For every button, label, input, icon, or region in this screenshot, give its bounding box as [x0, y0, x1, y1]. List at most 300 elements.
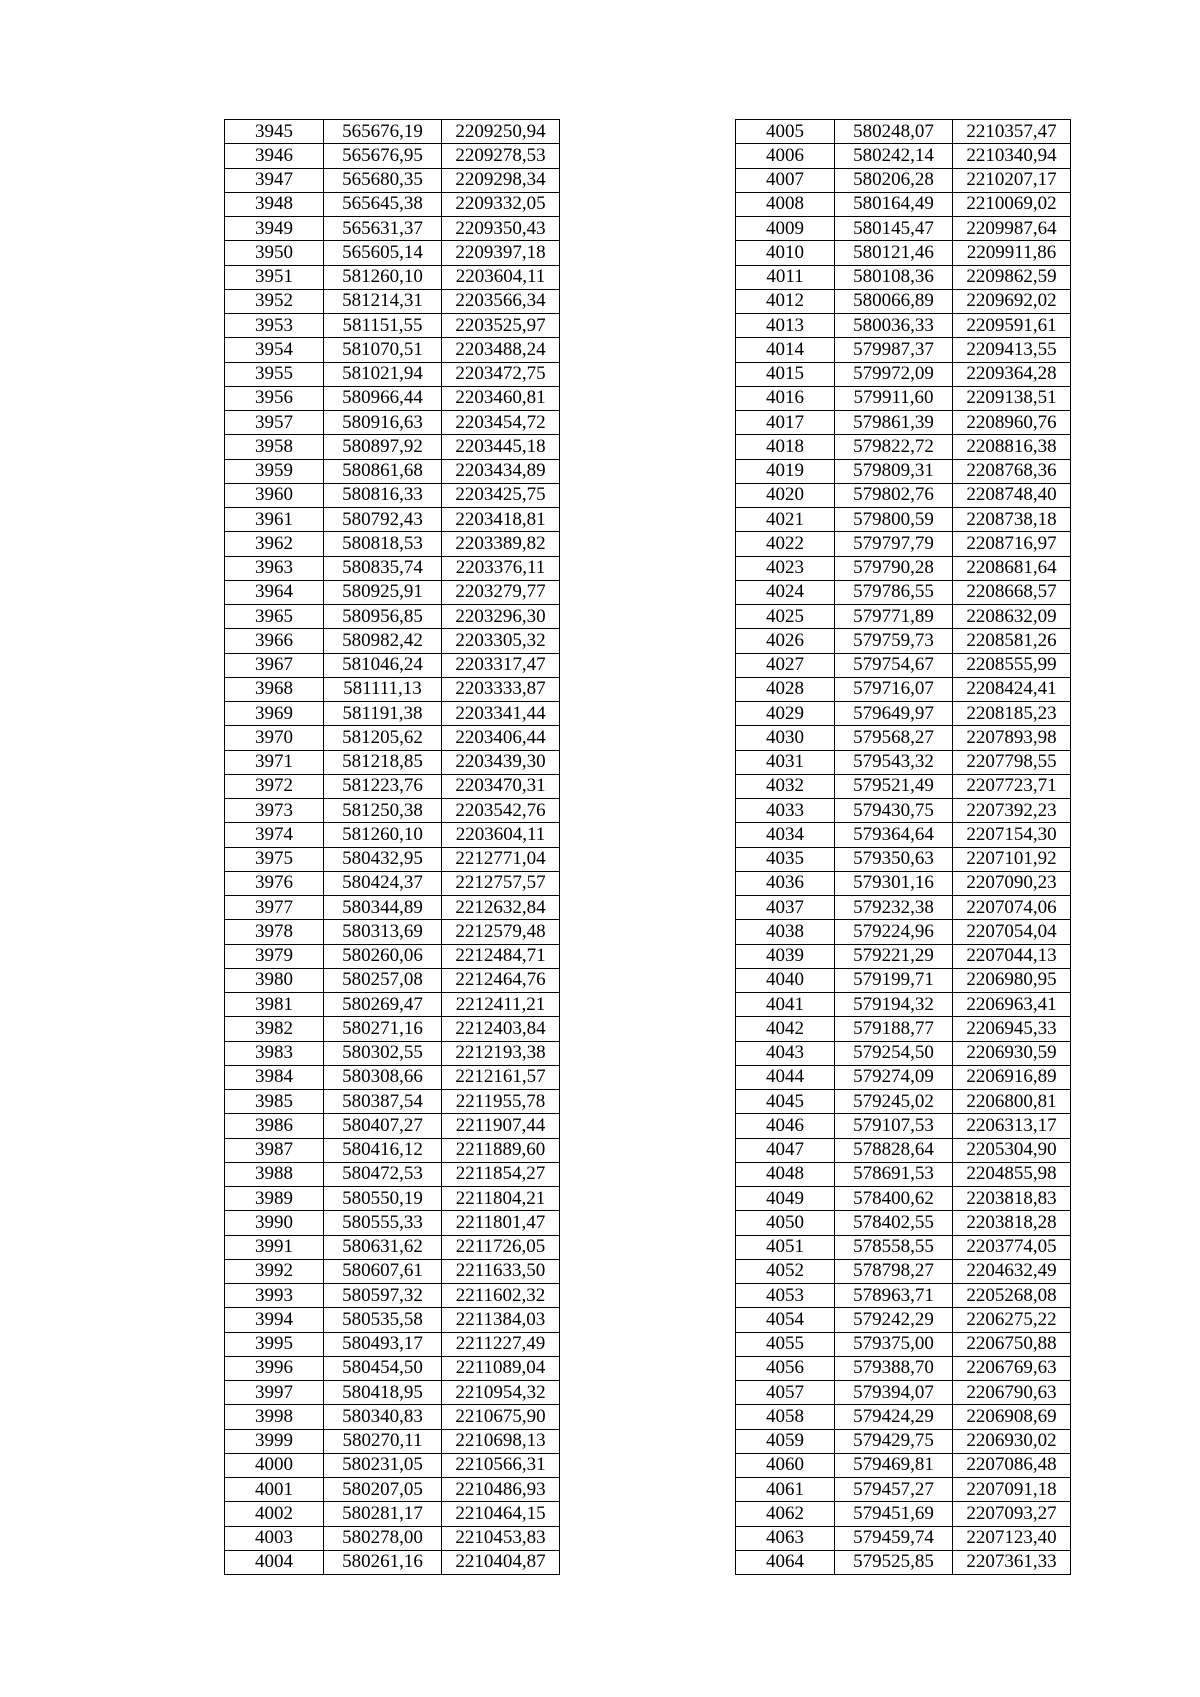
table-row [225, 1284, 560, 1308]
table-row [225, 750, 560, 774]
table-row [736, 265, 1071, 289]
table-row [225, 338, 560, 362]
table-row [225, 1405, 560, 1429]
x-coordinate-cell: 579822,72 [835, 435, 953, 459]
table-row [225, 896, 560, 920]
y-coordinate-cell: 2210954,32 [442, 1381, 560, 1405]
table-row [736, 1065, 1071, 1089]
table-row [736, 1211, 1071, 1235]
point-number-cell: 3993 [225, 1284, 324, 1308]
point-number-cell: 4054 [736, 1308, 835, 1332]
point-number-cell: 3999 [225, 1429, 324, 1453]
x-coordinate-cell: 579364,64 [835, 823, 953, 847]
x-coordinate-cell: 580281,17 [324, 1502, 442, 1526]
point-number-cell: 4007 [736, 168, 835, 192]
point-number-cell: 3962 [225, 532, 324, 556]
y-coordinate-cell: 2206930,59 [953, 1041, 1071, 1065]
x-coordinate-cell: 579543,32 [835, 750, 953, 774]
y-coordinate-cell: 2212771,04 [442, 847, 560, 871]
x-coordinate-cell: 579861,39 [835, 411, 953, 435]
table-row [736, 386, 1071, 410]
x-coordinate-cell: 579430,75 [835, 799, 953, 823]
table-row [736, 1405, 1071, 1429]
table-row [736, 1162, 1071, 1186]
point-number-cell: 3978 [225, 920, 324, 944]
table-row [225, 1550, 560, 1574]
table-row [225, 871, 560, 895]
y-coordinate-cell: 2203389,82 [442, 532, 560, 556]
point-number-cell: 3994 [225, 1308, 324, 1332]
table-row [225, 1356, 560, 1380]
point-number-cell: 3984 [225, 1065, 324, 1089]
point-number-cell: 3985 [225, 1090, 324, 1114]
table-row [736, 1502, 1071, 1526]
y-coordinate-cell: 2203434,89 [442, 459, 560, 483]
table-row [736, 192, 1071, 216]
point-number-cell: 3959 [225, 459, 324, 483]
x-coordinate-cell: 579802,76 [835, 483, 953, 507]
point-number-cell: 3957 [225, 411, 324, 435]
table-row [225, 289, 560, 313]
y-coordinate-cell: 2206916,89 [953, 1065, 1071, 1089]
x-coordinate-cell: 580416,12 [324, 1138, 442, 1162]
y-coordinate-cell: 2209298,34 [442, 168, 560, 192]
table-row [736, 968, 1071, 992]
x-coordinate-cell: 580407,27 [324, 1114, 442, 1138]
y-coordinate-cell: 2203279,77 [442, 580, 560, 604]
point-number-cell: 4016 [736, 386, 835, 410]
table-row [736, 1235, 1071, 1259]
point-number-cell: 3954 [225, 338, 324, 362]
table-row [225, 508, 560, 532]
table-row [225, 847, 560, 871]
point-number-cell: 4058 [736, 1405, 835, 1429]
table-row [225, 920, 560, 944]
table-row [736, 1381, 1071, 1405]
table-row [736, 508, 1071, 532]
x-coordinate-cell: 579568,27 [835, 726, 953, 750]
x-coordinate-cell: 579525,85 [835, 1550, 953, 1574]
y-coordinate-cell: 2206980,95 [953, 968, 1071, 992]
x-coordinate-cell: 580956,85 [324, 605, 442, 629]
y-coordinate-cell: 2209332,05 [442, 192, 560, 216]
x-coordinate-cell: 579759,73 [835, 629, 953, 653]
y-coordinate-cell: 2207123,40 [953, 1526, 1071, 1550]
y-coordinate-cell: 2207044,13 [953, 944, 1071, 968]
x-coordinate-cell: 581191,38 [324, 702, 442, 726]
table-row [736, 944, 1071, 968]
x-coordinate-cell: 579242,29 [835, 1308, 953, 1332]
table-row [736, 362, 1071, 386]
x-coordinate-cell: 581046,24 [324, 653, 442, 677]
y-coordinate-cell: 2203333,87 [442, 677, 560, 701]
table-row [225, 1453, 560, 1477]
y-coordinate-cell: 2209364,28 [953, 362, 1071, 386]
table-row [225, 1211, 560, 1235]
point-number-cell: 4014 [736, 338, 835, 362]
y-coordinate-cell: 2207798,55 [953, 750, 1071, 774]
table-row [736, 1478, 1071, 1502]
table-row [736, 289, 1071, 313]
x-coordinate-cell: 580424,37 [324, 871, 442, 895]
point-number-cell: 3966 [225, 629, 324, 653]
table-row [736, 1356, 1071, 1380]
table-row [736, 435, 1071, 459]
y-coordinate-cell: 2209591,61 [953, 314, 1071, 338]
x-coordinate-cell: 581070,51 [324, 338, 442, 362]
point-number-cell: 4000 [225, 1453, 324, 1477]
x-coordinate-cell: 581260,10 [324, 823, 442, 847]
table-row [736, 314, 1071, 338]
point-number-cell: 3948 [225, 192, 324, 216]
table-row [736, 144, 1071, 168]
table-row [225, 314, 560, 338]
y-coordinate-cell: 2208555,99 [953, 653, 1071, 677]
x-coordinate-cell: 580108,36 [835, 265, 953, 289]
table-row [736, 120, 1071, 144]
point-number-cell: 3960 [225, 483, 324, 507]
table-row [736, 1308, 1071, 1332]
y-coordinate-cell: 2209250,94 [442, 120, 560, 144]
table-row [225, 217, 560, 241]
point-number-cell: 3986 [225, 1114, 324, 1138]
y-coordinate-cell: 2211801,47 [442, 1211, 560, 1235]
point-number-cell: 4049 [736, 1187, 835, 1211]
y-coordinate-cell: 2212411,21 [442, 993, 560, 1017]
point-number-cell: 4015 [736, 362, 835, 386]
x-coordinate-cell: 580271,16 [324, 1017, 442, 1041]
point-number-cell: 3996 [225, 1356, 324, 1380]
x-coordinate-cell: 581111,13 [324, 677, 442, 701]
x-coordinate-cell: 580818,53 [324, 532, 442, 556]
table-row [225, 677, 560, 701]
point-number-cell: 3989 [225, 1187, 324, 1211]
table-row [736, 1284, 1071, 1308]
point-number-cell: 4038 [736, 920, 835, 944]
y-coordinate-cell: 2206930,02 [953, 1429, 1071, 1453]
y-coordinate-cell: 2207093,27 [953, 1502, 1071, 1526]
table-row [225, 1308, 560, 1332]
point-number-cell: 4024 [736, 580, 835, 604]
point-number-cell: 3956 [225, 386, 324, 410]
y-coordinate-cell: 2210453,83 [442, 1526, 560, 1550]
point-number-cell: 3991 [225, 1235, 324, 1259]
point-number-cell: 4043 [736, 1041, 835, 1065]
x-coordinate-cell: 580248,07 [835, 120, 953, 144]
y-coordinate-cell: 2208716,97 [953, 532, 1071, 556]
y-coordinate-cell: 2207054,04 [953, 920, 1071, 944]
y-coordinate-cell: 2206945,33 [953, 1017, 1071, 1041]
table-row [736, 556, 1071, 580]
x-coordinate-cell: 579649,97 [835, 702, 953, 726]
y-coordinate-cell: 2210464,15 [442, 1502, 560, 1526]
point-number-cell: 4048 [736, 1162, 835, 1186]
table-row [225, 629, 560, 653]
x-coordinate-cell: 565676,19 [324, 120, 442, 144]
point-number-cell: 4059 [736, 1429, 835, 1453]
point-number-cell: 4032 [736, 774, 835, 798]
y-coordinate-cell: 2207090,23 [953, 871, 1071, 895]
point-number-cell: 4011 [736, 265, 835, 289]
y-coordinate-cell: 2212464,76 [442, 968, 560, 992]
point-number-cell: 3969 [225, 702, 324, 726]
y-coordinate-cell: 2206750,88 [953, 1332, 1071, 1356]
table-row [225, 1429, 560, 1453]
point-number-cell: 3981 [225, 993, 324, 1017]
point-number-cell: 3946 [225, 144, 324, 168]
x-coordinate-cell: 579375,00 [835, 1332, 953, 1356]
point-number-cell: 4035 [736, 847, 835, 871]
table-row [736, 799, 1071, 823]
y-coordinate-cell: 2203445,18 [442, 435, 560, 459]
point-number-cell: 3953 [225, 314, 324, 338]
point-number-cell: 4027 [736, 653, 835, 677]
table-row [225, 556, 560, 580]
x-coordinate-cell: 578828,64 [835, 1138, 953, 1162]
y-coordinate-cell: 2208816,38 [953, 435, 1071, 459]
y-coordinate-cell: 2207361,33 [953, 1550, 1071, 1574]
point-number-cell: 4005 [736, 120, 835, 144]
table-row [736, 605, 1071, 629]
x-coordinate-cell: 580340,83 [324, 1405, 442, 1429]
x-coordinate-cell: 579429,75 [835, 1429, 953, 1453]
y-coordinate-cell: 2206800,81 [953, 1090, 1071, 1114]
table-row [736, 847, 1071, 871]
x-coordinate-cell: 580916,63 [324, 411, 442, 435]
table-row [225, 1478, 560, 1502]
y-coordinate-cell: 2210340,94 [953, 144, 1071, 168]
x-coordinate-cell: 580387,54 [324, 1090, 442, 1114]
y-coordinate-cell: 2203376,11 [442, 556, 560, 580]
table-row [225, 702, 560, 726]
y-coordinate-cell: 2212403,84 [442, 1017, 560, 1041]
point-number-cell: 3949 [225, 217, 324, 241]
table-row [736, 483, 1071, 507]
x-coordinate-cell: 579188,77 [835, 1017, 953, 1041]
x-coordinate-cell: 581021,94 [324, 362, 442, 386]
point-number-cell: 4053 [736, 1284, 835, 1308]
x-coordinate-cell: 579451,69 [835, 1502, 953, 1526]
y-coordinate-cell: 2212193,38 [442, 1041, 560, 1065]
point-number-cell: 3955 [225, 362, 324, 386]
x-coordinate-cell: 580607,61 [324, 1259, 442, 1283]
y-coordinate-cell: 2208681,64 [953, 556, 1071, 580]
table-row [225, 1090, 560, 1114]
x-coordinate-cell: 580597,32 [324, 1284, 442, 1308]
x-coordinate-cell: 579797,79 [835, 532, 953, 556]
table-row [225, 144, 560, 168]
y-coordinate-cell: 2209350,43 [442, 217, 560, 241]
y-coordinate-cell: 2210357,47 [953, 120, 1071, 144]
table-row [225, 1017, 560, 1041]
y-coordinate-cell: 2207086,48 [953, 1453, 1071, 1477]
y-coordinate-cell: 2211089,04 [442, 1356, 560, 1380]
point-number-cell: 3979 [225, 944, 324, 968]
x-coordinate-cell: 580550,19 [324, 1187, 442, 1211]
y-coordinate-cell: 2203425,75 [442, 483, 560, 507]
y-coordinate-cell: 2212484,71 [442, 944, 560, 968]
x-coordinate-cell: 580231,05 [324, 1453, 442, 1477]
point-number-cell: 3950 [225, 241, 324, 265]
x-coordinate-cell: 580066,89 [835, 289, 953, 313]
coordinates-table-right [735, 119, 1071, 1575]
y-coordinate-cell: 2203406,44 [442, 726, 560, 750]
table-row [225, 1526, 560, 1550]
table-row [225, 823, 560, 847]
point-number-cell: 4020 [736, 483, 835, 507]
table-row [225, 968, 560, 992]
x-coordinate-cell: 580966,44 [324, 386, 442, 410]
point-number-cell: 4004 [225, 1550, 324, 1574]
table-row [225, 1381, 560, 1405]
point-number-cell: 3990 [225, 1211, 324, 1235]
y-coordinate-cell: 2203470,31 [442, 774, 560, 798]
table-row [736, 1017, 1071, 1041]
x-coordinate-cell: 580535,58 [324, 1308, 442, 1332]
x-coordinate-cell: 580308,66 [324, 1065, 442, 1089]
y-coordinate-cell: 2206790,63 [953, 1381, 1071, 1405]
point-number-cell: 4036 [736, 871, 835, 895]
x-coordinate-cell: 580261,16 [324, 1550, 442, 1574]
table-row [225, 459, 560, 483]
x-coordinate-cell: 578963,71 [835, 1284, 953, 1308]
x-coordinate-cell: 580278,00 [324, 1526, 442, 1550]
x-coordinate-cell: 580036,33 [835, 314, 953, 338]
x-coordinate-cell: 579221,29 [835, 944, 953, 968]
point-number-cell: 4064 [736, 1550, 835, 1574]
y-coordinate-cell: 2210404,87 [442, 1550, 560, 1574]
table-row [225, 435, 560, 459]
table-row [736, 168, 1071, 192]
table-row [225, 483, 560, 507]
x-coordinate-cell: 579771,89 [835, 605, 953, 629]
y-coordinate-cell: 2211602,32 [442, 1284, 560, 1308]
y-coordinate-cell: 2208738,18 [953, 508, 1071, 532]
y-coordinate-cell: 2211633,50 [442, 1259, 560, 1283]
point-number-cell: 3998 [225, 1405, 324, 1429]
point-number-cell: 4047 [736, 1138, 835, 1162]
y-coordinate-cell: 2211227,49 [442, 1332, 560, 1356]
x-coordinate-cell: 579394,07 [835, 1381, 953, 1405]
point-number-cell: 3958 [225, 435, 324, 459]
point-number-cell: 4055 [736, 1332, 835, 1356]
table-row [225, 1235, 560, 1259]
x-coordinate-cell: 580257,08 [324, 968, 442, 992]
x-coordinate-cell: 579274,09 [835, 1065, 953, 1089]
table-row [225, 1259, 560, 1283]
x-coordinate-cell: 579987,37 [835, 338, 953, 362]
point-number-cell: 4001 [225, 1478, 324, 1502]
point-number-cell: 3970 [225, 726, 324, 750]
table-row [225, 726, 560, 750]
x-coordinate-cell: 580121,46 [835, 241, 953, 265]
x-coordinate-cell: 565645,38 [324, 192, 442, 216]
y-coordinate-cell: 2208960,76 [953, 411, 1071, 435]
table-row [225, 653, 560, 677]
x-coordinate-cell: 580861,68 [324, 459, 442, 483]
y-coordinate-cell: 2210698,13 [442, 1429, 560, 1453]
point-number-cell: 3964 [225, 580, 324, 604]
x-coordinate-cell: 580164,49 [835, 192, 953, 216]
y-coordinate-cell: 2212632,84 [442, 896, 560, 920]
y-coordinate-cell: 2203305,32 [442, 629, 560, 653]
y-coordinate-cell: 2206963,41 [953, 993, 1071, 1017]
point-number-cell: 4051 [736, 1235, 835, 1259]
y-coordinate-cell: 2211384,03 [442, 1308, 560, 1332]
table-row [736, 338, 1071, 362]
point-number-cell: 3951 [225, 265, 324, 289]
table-row [225, 1162, 560, 1186]
y-coordinate-cell: 2203439,30 [442, 750, 560, 774]
x-coordinate-cell: 580260,06 [324, 944, 442, 968]
point-number-cell: 4022 [736, 532, 835, 556]
y-coordinate-cell: 2203488,24 [442, 338, 560, 362]
point-number-cell: 4057 [736, 1381, 835, 1405]
y-coordinate-cell: 2208185,23 [953, 702, 1071, 726]
point-number-cell: 4026 [736, 629, 835, 653]
point-number-cell: 4030 [736, 726, 835, 750]
y-coordinate-cell: 2203542,76 [442, 799, 560, 823]
point-number-cell: 3971 [225, 750, 324, 774]
y-coordinate-cell: 2205304,90 [953, 1138, 1071, 1162]
point-number-cell: 4061 [736, 1478, 835, 1502]
x-coordinate-cell: 578798,27 [835, 1259, 953, 1283]
point-number-cell: 3995 [225, 1332, 324, 1356]
y-coordinate-cell: 2210069,02 [953, 192, 1071, 216]
x-coordinate-cell: 580925,91 [324, 580, 442, 604]
table-row [736, 1259, 1071, 1283]
x-coordinate-cell: 578402,55 [835, 1211, 953, 1235]
y-coordinate-cell: 2210486,93 [442, 1478, 560, 1502]
table-row [736, 1090, 1071, 1114]
y-coordinate-cell: 2211804,21 [442, 1187, 560, 1211]
x-coordinate-cell: 579469,81 [835, 1453, 953, 1477]
y-coordinate-cell: 2207101,92 [953, 847, 1071, 871]
point-number-cell: 4033 [736, 799, 835, 823]
y-coordinate-cell: 2210207,17 [953, 168, 1071, 192]
x-coordinate-cell: 580432,95 [324, 847, 442, 871]
x-coordinate-cell: 578558,55 [835, 1235, 953, 1259]
point-number-cell: 3992 [225, 1259, 324, 1283]
point-number-cell: 3967 [225, 653, 324, 677]
y-coordinate-cell: 2206769,63 [953, 1356, 1071, 1380]
x-coordinate-cell: 579972,09 [835, 362, 953, 386]
point-number-cell: 4052 [736, 1259, 835, 1283]
y-coordinate-cell: 2209397,18 [442, 241, 560, 265]
x-coordinate-cell: 580792,43 [324, 508, 442, 532]
x-coordinate-cell: 580302,55 [324, 1041, 442, 1065]
point-number-cell: 4023 [736, 556, 835, 580]
x-coordinate-cell: 579790,28 [835, 556, 953, 580]
y-coordinate-cell: 2204855,98 [953, 1162, 1071, 1186]
point-number-cell: 4002 [225, 1502, 324, 1526]
table-row [736, 1138, 1071, 1162]
y-coordinate-cell: 2206275,22 [953, 1308, 1071, 1332]
x-coordinate-cell: 580145,47 [835, 217, 953, 241]
point-number-cell: 4045 [736, 1090, 835, 1114]
x-coordinate-cell: 581260,10 [324, 265, 442, 289]
x-coordinate-cell: 580631,62 [324, 1235, 442, 1259]
x-coordinate-cell: 565605,14 [324, 241, 442, 265]
point-number-cell: 4018 [736, 435, 835, 459]
y-coordinate-cell: 2207074,06 [953, 896, 1071, 920]
y-coordinate-cell: 2208424,41 [953, 677, 1071, 701]
y-coordinate-cell: 2203460,81 [442, 386, 560, 410]
y-coordinate-cell: 2209987,64 [953, 217, 1071, 241]
table-row [736, 411, 1071, 435]
table-row [225, 799, 560, 823]
table-row [225, 580, 560, 604]
